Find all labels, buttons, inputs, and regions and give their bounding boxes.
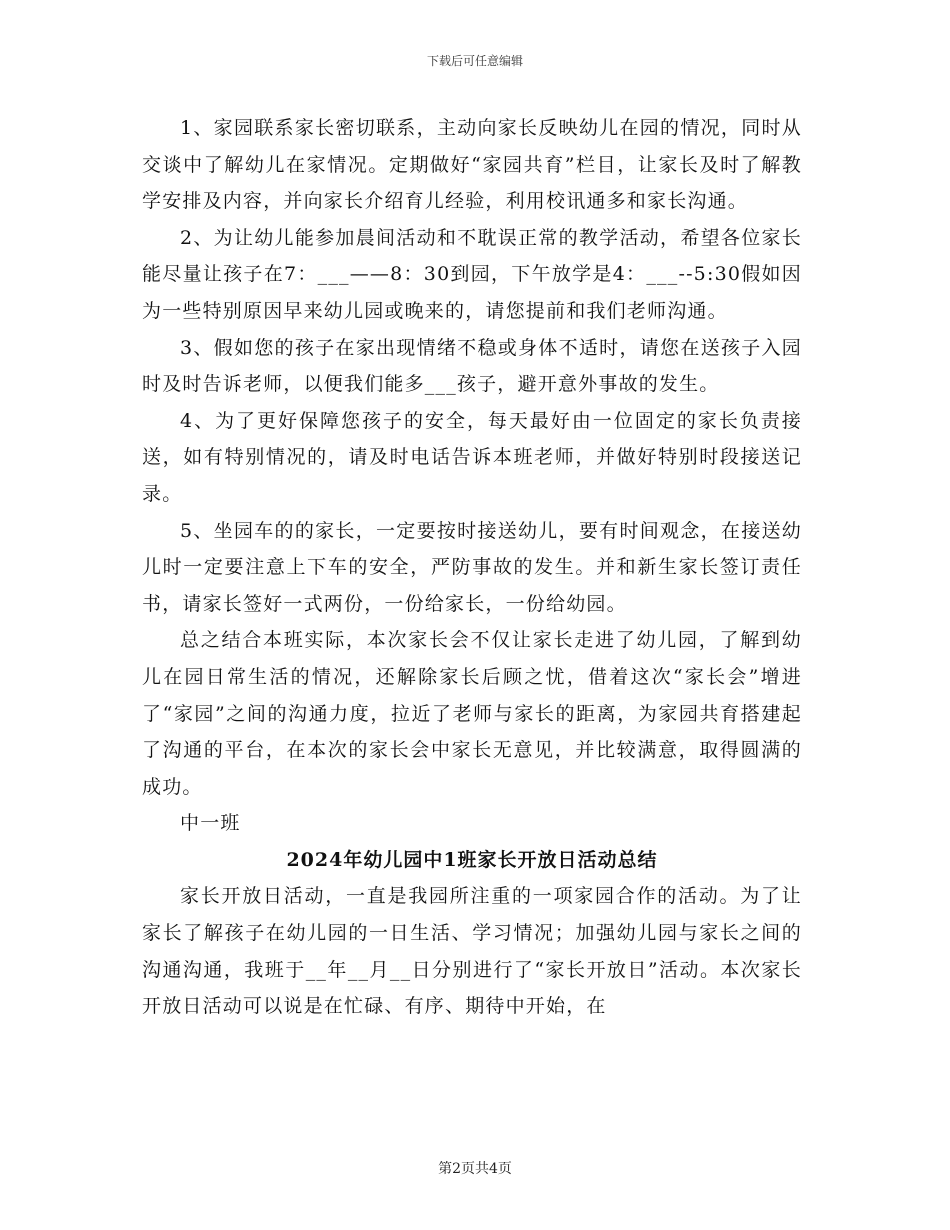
paragraph-1: 1、家园联系家长密切联系，主动向家长反映幼儿在园的情况，同时从交谈中了解幼儿在家情况。定期做好“家园共育”栏目，让家长及时了解教学安排及内容，并向家长介绍育儿经验，利用校讯通多和家长沟通。 bbox=[142, 117, 802, 213]
page-header: 下载后可任意编辑 bbox=[426, 54, 523, 68]
paragraph-3: 3、假如您的孩子在家出现情绪不稳或身体不适时，请您在送孩子入园时及时告诉老师，以便我们能多___孩子，避开意外事故的发生。 bbox=[142, 336, 802, 396]
paragraph-4: 4、为了更好保障您孩子的安全，每天最好由一位固定的家长负责接送，如有特别情况的，请及时电话告诉本班老师，并做好特别时段接送记录。 bbox=[142, 409, 802, 505]
document-body bbox=[142, 110, 802, 1025]
section-title: 2024年幼儿园中1班家长开放日活动总结 bbox=[286, 848, 658, 871]
paragraph-summary: 总之结合本班实际，本次家长会不仅让家长走进了幼儿园，了解到幼儿在园日常生活的情况，还解除家长后顾之忧，借着这次“家长会”增进了“家园”之间的沟通力度，拉近了老师与家长的距离，为家园共育搭建起了沟通的平台，在本次的家长会中家长无意见，并比较满意，取得圆满的成功。 bbox=[142, 629, 802, 798]
page-footer: 第2页共4页 bbox=[438, 1161, 512, 1177]
paragraph-5: 5、坐园车的的家长，一定要按时接送幼儿，要有时间观念，在接送幼儿时一定要注意上下车的安全，严防事故的发生。并和新生家长签订责任书，请家长签好一式两份，一份给家长，一份给幼园。 bbox=[142, 519, 802, 615]
paragraph-2: 2、为让幼儿能参加晨间活动和不耽误正常的教学活动，希望各位家长能尽量让孩子在7：___——8：30到园，下午放学是4：___--5:30假如因为一些特别原因早来幼儿园或晚来的，请您提前和我们老师沟通。 bbox=[142, 226, 802, 322]
paragraph-open-day: 家长开放日活动，一直是我园所注重的一项家园合作的活动。为了让家长了解孩子在幼儿园的一日生活、学习情况；加强幼儿园与家长之间的沟通沟通，我班于__年__月__日分别进行了“家长开放日”活动。本次家长开放日活动可以说是在忙碌、有序、期待中开始，在 bbox=[142, 885, 802, 1018]
class-signature: 中一班 bbox=[180, 812, 241, 835]
